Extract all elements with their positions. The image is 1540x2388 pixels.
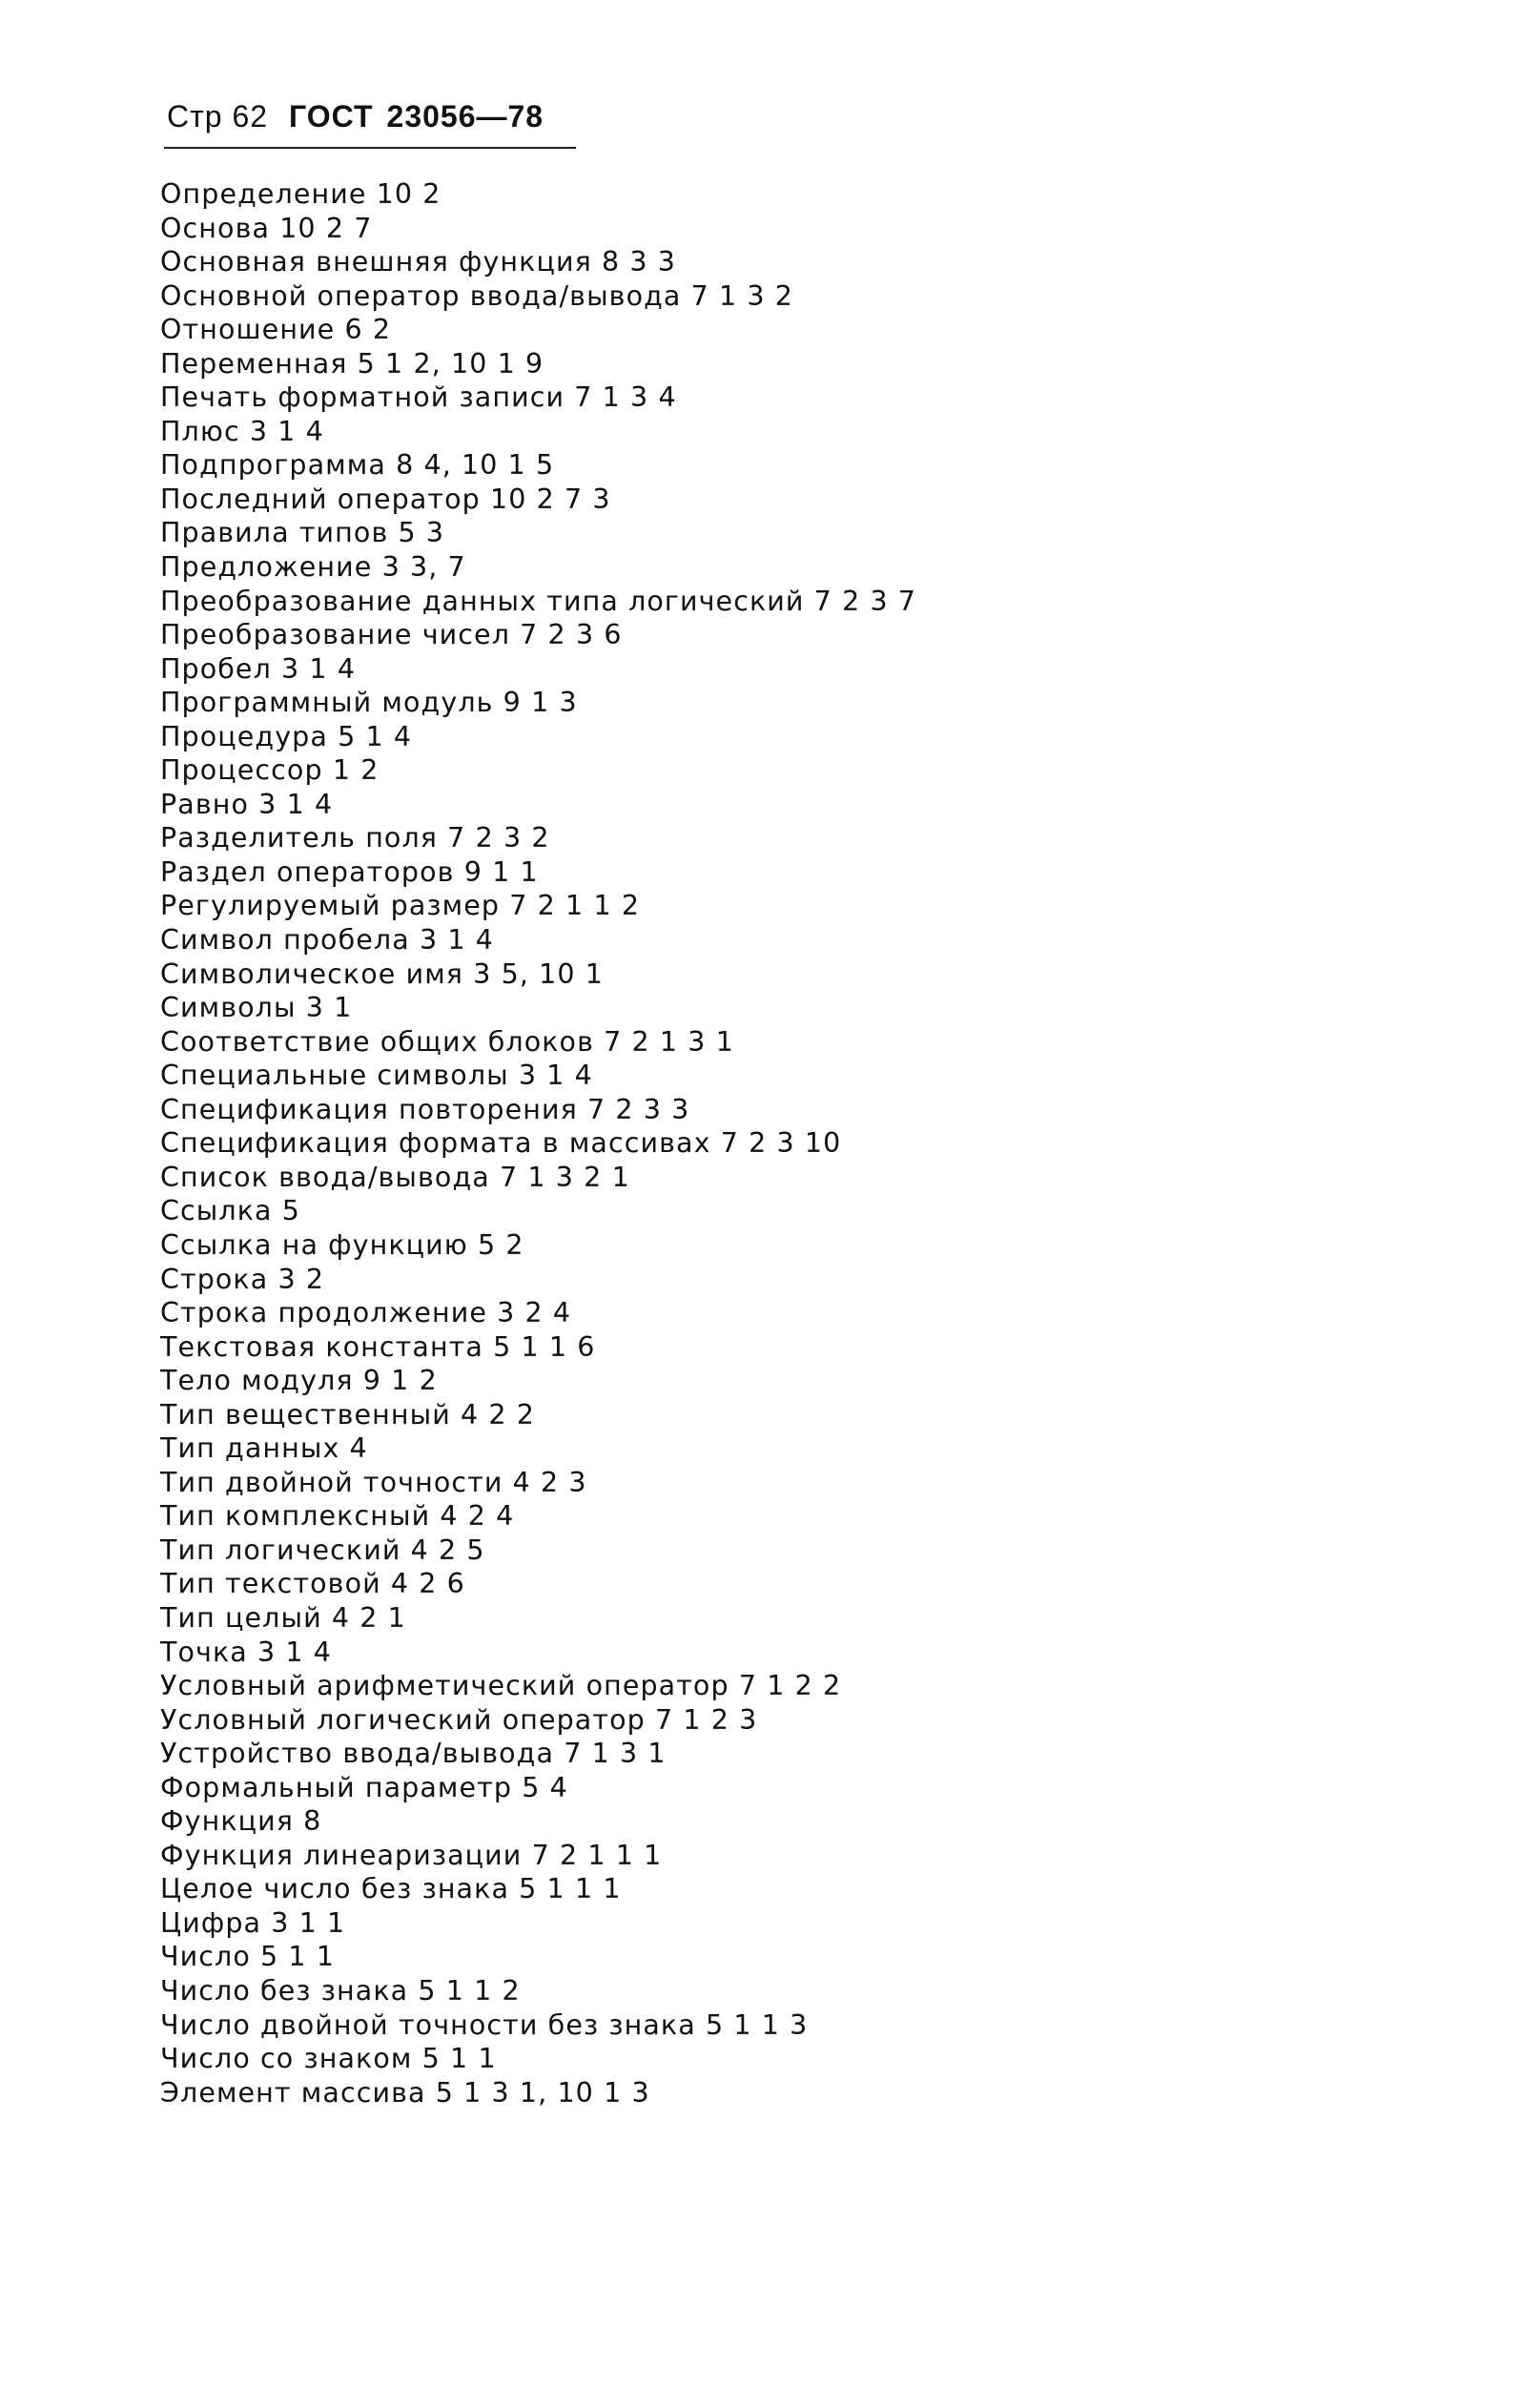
index-entry: Процессор 1 2 [160, 754, 380, 787]
index-entry: Предложение 3 3, 7 [160, 551, 466, 584]
index-entry: Раздел операторов 9 1 1 [160, 855, 539, 888]
index-entry: Символическое имя 3 5, 10 1 [160, 957, 605, 990]
index-entry: Тип двойной точности 4 2 3 [160, 1466, 587, 1498]
index-entry: Символы 3 1 [160, 992, 353, 1024]
index-entry: Регулируемый размер 7 2 1 1 2 [160, 890, 641, 922]
index-entry: Тип логический 4 2 5 [160, 1534, 485, 1566]
subject-index-list [160, 177, 1400, 2110]
index-entry: Ссылка 5 [160, 1195, 300, 1227]
index-entry: Тип комплексный 4 2 4 [160, 1500, 515, 1533]
standard-number: 23056—78 [386, 99, 544, 134]
index-entry: Число со знаком 5 1 1 [160, 2043, 497, 2075]
index-entry: Программный модуль 9 1 3 [160, 687, 578, 719]
index-entry: Преобразование данных типа логический 7 2 3 7 [160, 585, 917, 617]
index-entry: Разделитель поля 7 2 3 2 [160, 822, 550, 854]
index-entry: Целое число без знака 5 1 1 1 [160, 1873, 622, 1905]
index-entry: Функция линеаризации 7 2 1 1 1 [160, 1839, 663, 1871]
index-entry: Равно 3 1 4 [160, 788, 334, 820]
index-entry: Плюс 3 1 4 [160, 415, 324, 447]
index-entry: Пробел 3 1 4 [160, 652, 357, 685]
index-entry: Тип данных 4 [160, 1432, 368, 1465]
page-header [167, 99, 544, 134]
index-entry: Точка 3 1 4 [160, 1636, 333, 1668]
standard-label: ГОСТ [289, 99, 374, 134]
index-entry: Строка 3 2 [160, 1263, 325, 1295]
index-entry: Правила типов 5 3 [160, 517, 445, 549]
index-entry: Специальные символы 3 1 4 [160, 1060, 593, 1092]
index-entry: Число 5 1 1 [160, 1941, 336, 1973]
index-entry: Тип целый 4 2 1 [160, 1601, 406, 1634]
index-entry: Элемент массива 5 1 3 1, 10 1 3 [160, 2076, 650, 2109]
index-entry: Тело модуля 9 1 2 [160, 1365, 438, 1397]
index-entry: Условный арифметический оператор 7 1 2 2 [160, 1670, 842, 1702]
index-entry: Отношение 6 2 [160, 314, 392, 346]
index-entry: Число двойной точности без знака 5 1 1 3 [160, 2008, 809, 2041]
index-entry: Преобразование чисел 7 2 3 6 [160, 619, 623, 651]
index-entry: Определение 10 2 [160, 178, 441, 210]
index-entry: Спецификация повторения 7 2 3 3 [160, 1093, 690, 1125]
index-entry: Соответствие общих блоков 7 2 1 3 1 [160, 1025, 734, 1058]
index-entry: Условный логический оператор 7 1 2 3 [160, 1703, 758, 1736]
index-entry: Тип текстовой 4 2 6 [160, 1568, 465, 1600]
header-rule [164, 147, 576, 149]
index-entry: Формальный параметр 5 4 [160, 1771, 568, 1803]
index-entry: Основа 10 2 7 [160, 212, 373, 244]
index-entry: Тип вещественный 4 2 2 [160, 1398, 536, 1431]
index-entry: Последний оператор 10 2 7 3 [160, 483, 611, 515]
index-entry: Переменная 5 1 2, 10 1 9 [160, 347, 544, 380]
index-entry: Устройство ввода/вывода 7 1 3 1 [160, 1738, 667, 1770]
index-entry: Символ пробела 3 1 4 [160, 924, 494, 957]
index-entry: Печать форматной записи 7 1 3 4 [160, 381, 677, 414]
index-entry: Основной оператор ввода/вывода 7 1 3 2 [160, 279, 794, 312]
page-number: Стр 62 [167, 99, 269, 134]
index-entry: Ссылка на функцию 5 2 [160, 1228, 524, 1261]
index-entry: Основная внешняя функция 8 3 3 [160, 246, 677, 278]
index-entry: Цифра 3 1 1 [160, 1906, 346, 1939]
index-entry: Процедура 5 1 4 [160, 720, 413, 752]
index-entry: Строка продолжение 3 2 4 [160, 1297, 572, 1329]
index-entry: Список ввода/вывода 7 1 3 2 1 [160, 1161, 630, 1193]
index-entry: Число без знака 5 1 1 2 [160, 1974, 521, 2007]
index-entry: Спецификация формата в массивах 7 2 3 10 [160, 1127, 842, 1160]
index-entry: Функция 8 [160, 1805, 322, 1838]
index-entry: Текстовая константа 5 1 1 6 [160, 1330, 596, 1363]
index-entry: Подпрограмма 8 4, 10 1 5 [160, 449, 555, 482]
